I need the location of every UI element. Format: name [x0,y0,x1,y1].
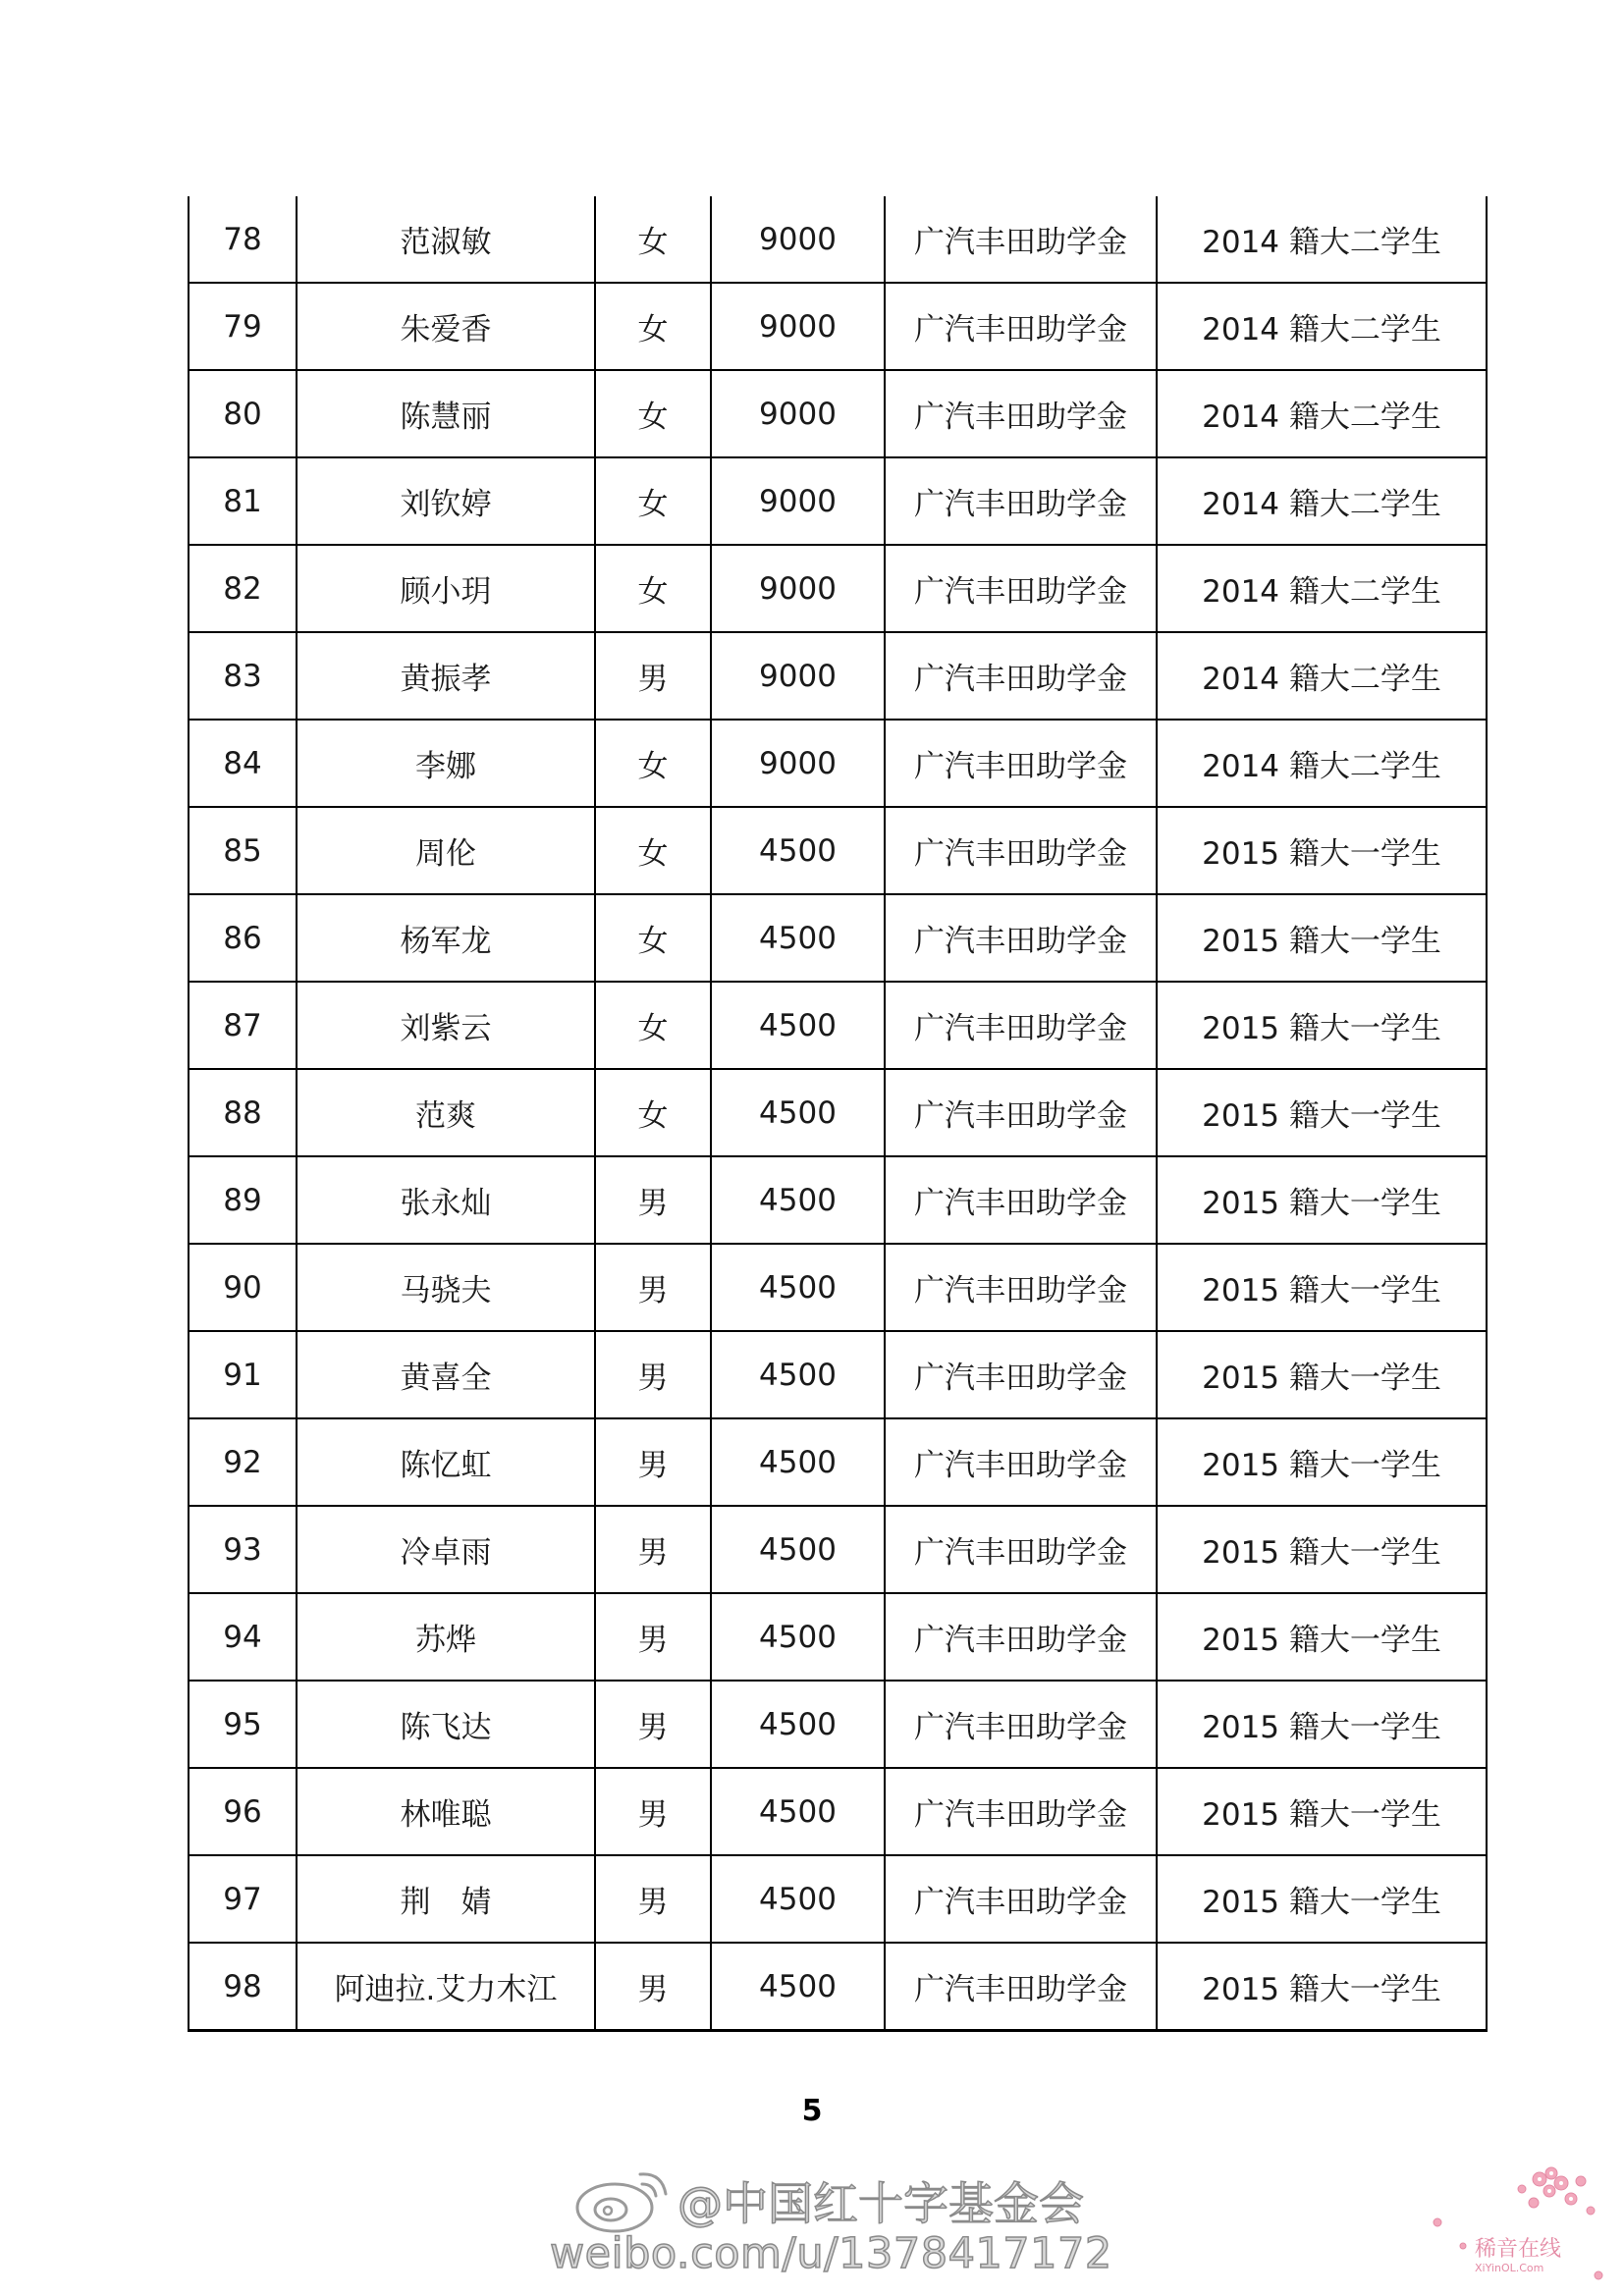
weibo-url: weibo.com/u/1378417172 [550,2229,1112,2278]
cell-note: 2015 籍大一学生 [1157,1069,1487,1156]
cell-program: 广汽丰田助学金 [885,545,1157,632]
cell-number: 83 [189,632,297,720]
cell-amount: 9000 [711,457,885,545]
cell-note: 2014 籍大二学生 [1157,545,1487,632]
cell-gender: 男 [595,1244,711,1331]
cell-name: 周伦 [297,807,595,894]
cell-amount: 9000 [711,632,885,720]
cell-name: 刘紫云 [297,982,595,1069]
cell-number: 90 [189,1244,297,1331]
cell-amount: 4500 [711,1768,885,1855]
cell-note: 2014 籍大二学生 [1157,196,1487,283]
cell-gender: 男 [595,1768,711,1855]
cell-name: 刘钦婷 [297,457,595,545]
cell-amount: 4500 [711,1681,885,1768]
cell-name: 杨军龙 [297,894,595,982]
cell-note: 2015 籍大一学生 [1157,1244,1487,1331]
table-row [189,1855,1487,1943]
cell-name: 陈飞达 [297,1681,595,1768]
table-row [189,807,1487,894]
cell-name: 林唯聪 [297,1768,595,1855]
cell-gender: 男 [595,1943,711,2031]
cell-program: 广汽丰田助学金 [885,720,1157,807]
cell-program: 广汽丰田助学金 [885,1593,1157,1681]
cell-amount: 4500 [711,1593,885,1681]
cell-name: 荆 婧 [297,1855,595,1943]
cell-program: 广汽丰田助学金 [885,457,1157,545]
cell-note: 2015 籍大一学生 [1157,807,1487,894]
site-name: 稀音在线 [1475,2237,1562,2262]
cell-gender: 男 [595,1855,711,1943]
cell-program: 广汽丰田助学金 [885,807,1157,894]
cell-gender: 男 [595,1418,711,1506]
table-row [189,720,1487,807]
cell-gender: 女 [595,894,711,982]
cell-note: 2014 籍大二学生 [1157,720,1487,807]
table-row [189,1943,1487,2031]
table-row [189,283,1487,370]
cell-number: 81 [189,457,297,545]
table-row [189,1593,1487,1681]
cell-amount: 4500 [711,1943,885,2031]
cell-name: 朱爱香 [297,283,595,370]
cell-amount: 4500 [711,982,885,1069]
cell-name: 黄振孝 [297,632,595,720]
cell-program: 广汽丰田助学金 [885,1855,1157,1943]
cell-note: 2014 籍大二学生 [1157,370,1487,457]
cell-amount: 4500 [711,1331,885,1418]
table-row [189,1768,1487,1855]
cell-number: 92 [189,1418,297,1506]
cell-amount: 9000 [711,283,885,370]
cell-gender: 男 [595,1506,711,1593]
cell-number: 95 [189,1681,297,1768]
cell-name: 黄喜全 [297,1331,595,1418]
cell-name: 苏烨 [297,1593,595,1681]
cell-program: 广汽丰田助学金 [885,1768,1157,1855]
cell-number: 85 [189,807,297,894]
cell-amount: 4500 [711,1244,885,1331]
cell-number: 98 [189,1943,297,2031]
cell-number: 96 [189,1768,297,1855]
cell-note: 2015 籍大一学生 [1157,1681,1487,1768]
cell-number: 87 [189,982,297,1069]
cell-amount: 4500 [711,1069,885,1156]
table-row [189,1681,1487,1768]
cell-name: 陈忆虹 [297,1418,595,1506]
cell-program: 广汽丰田助学金 [885,283,1157,370]
cell-amount: 4500 [711,894,885,982]
table-row [189,1244,1487,1331]
table-row [189,632,1487,720]
cell-amount: 9000 [711,720,885,807]
cell-program: 广汽丰田助学金 [885,1069,1157,1156]
page-number: 5 [801,2094,823,2128]
cell-name: 张永灿 [297,1156,595,1244]
cell-program: 广汽丰田助学金 [885,632,1157,720]
table-row [189,1069,1487,1156]
weibo-logo-icon [571,2163,679,2235]
cell-note: 2015 籍大一学生 [1157,894,1487,982]
cell-gender: 女 [595,370,711,457]
cell-amount: 9000 [711,196,885,283]
cell-program: 广汽丰田助学金 [885,1156,1157,1244]
cell-name: 李娜 [297,720,595,807]
cell-program: 广汽丰田助学金 [885,1244,1157,1331]
cell-name: 阿迪拉.艾力木江 [297,1943,595,2031]
site-watermark [1424,2160,1610,2287]
cell-number: 84 [189,720,297,807]
cell-gender: 女 [595,457,711,545]
site-url: XiYinOL.Com [1475,2262,1544,2274]
cell-number: 88 [189,1069,297,1156]
cell-gender: 男 [595,1331,711,1418]
cell-gender: 女 [595,720,711,807]
cell-name: 顾小玥 [297,545,595,632]
table-body [189,196,1487,2031]
cell-name: 冷卓雨 [297,1506,595,1593]
table-row [189,894,1487,982]
table-row [189,1331,1487,1418]
cell-name: 范爽 [297,1069,595,1156]
scholarship-recipient-table [188,196,1488,2032]
cell-note: 2015 籍大一学生 [1157,1331,1487,1418]
cell-number: 82 [189,545,297,632]
cell-gender: 男 [595,1681,711,1768]
cell-program: 广汽丰田助学金 [885,1331,1157,1418]
cell-number: 79 [189,283,297,370]
cell-number: 91 [189,1331,297,1418]
cell-number: 86 [189,894,297,982]
cell-amount: 4500 [711,807,885,894]
cell-number: 89 [189,1156,297,1244]
cell-gender: 女 [595,545,711,632]
cell-gender: 男 [595,632,711,720]
cell-program: 广汽丰田助学金 [885,1943,1157,2031]
cell-note: 2015 籍大一学生 [1157,1156,1487,1244]
cell-note: 2015 籍大一学生 [1157,1593,1487,1681]
cell-gender: 女 [595,1069,711,1156]
table-row [189,457,1487,545]
cell-program: 广汽丰田助学金 [885,196,1157,283]
table-row [189,196,1487,283]
table-row [189,1418,1487,1506]
cell-note: 2014 籍大二学生 [1157,632,1487,720]
cell-note: 2015 籍大一学生 [1157,1506,1487,1593]
cell-note: 2015 籍大一学生 [1157,1943,1487,2031]
cell-number: 94 [189,1593,297,1681]
cell-program: 广汽丰田助学金 [885,370,1157,457]
cell-gender: 女 [595,982,711,1069]
cell-gender: 女 [595,196,711,283]
cell-amount: 9000 [711,545,885,632]
cell-gender: 男 [595,1593,711,1681]
weibo-handle: @中国红十字基金会 [677,2177,1084,2230]
cell-amount: 9000 [711,370,885,457]
cell-program: 广汽丰田助学金 [885,982,1157,1069]
cell-name: 范淑敏 [297,196,595,283]
table-row [189,982,1487,1069]
cell-amount: 4500 [711,1156,885,1244]
cell-amount: 4500 [711,1506,885,1593]
weibo-watermark [550,2155,1112,2282]
cell-note: 2014 籍大二学生 [1157,283,1487,370]
table-row [189,370,1487,457]
cell-number: 93 [189,1506,297,1593]
cell-amount: 4500 [711,1418,885,1506]
cell-note: 2015 籍大一学生 [1157,1855,1487,1943]
cell-number: 97 [189,1855,297,1943]
cell-name: 马骁夫 [297,1244,595,1331]
cell-program: 广汽丰田助学金 [885,1681,1157,1768]
cell-name: 陈慧丽 [297,370,595,457]
table-row [189,1506,1487,1593]
cell-program: 广汽丰田助学金 [885,1506,1157,1593]
cell-note: 2015 籍大一学生 [1157,982,1487,1069]
cell-gender: 女 [595,807,711,894]
table-row [189,545,1487,632]
cell-gender: 男 [595,1156,711,1244]
table-row [189,1156,1487,1244]
cell-note: 2015 籍大一学生 [1157,1768,1487,1855]
cell-number: 80 [189,370,297,457]
cell-number: 78 [189,196,297,283]
cell-note: 2014 籍大二学生 [1157,457,1487,545]
cell-program: 广汽丰田助学金 [885,1418,1157,1506]
cell-note: 2015 籍大一学生 [1157,1418,1487,1506]
cell-gender: 女 [595,283,711,370]
cell-program: 广汽丰田助学金 [885,894,1157,982]
cell-amount: 4500 [711,1855,885,1943]
